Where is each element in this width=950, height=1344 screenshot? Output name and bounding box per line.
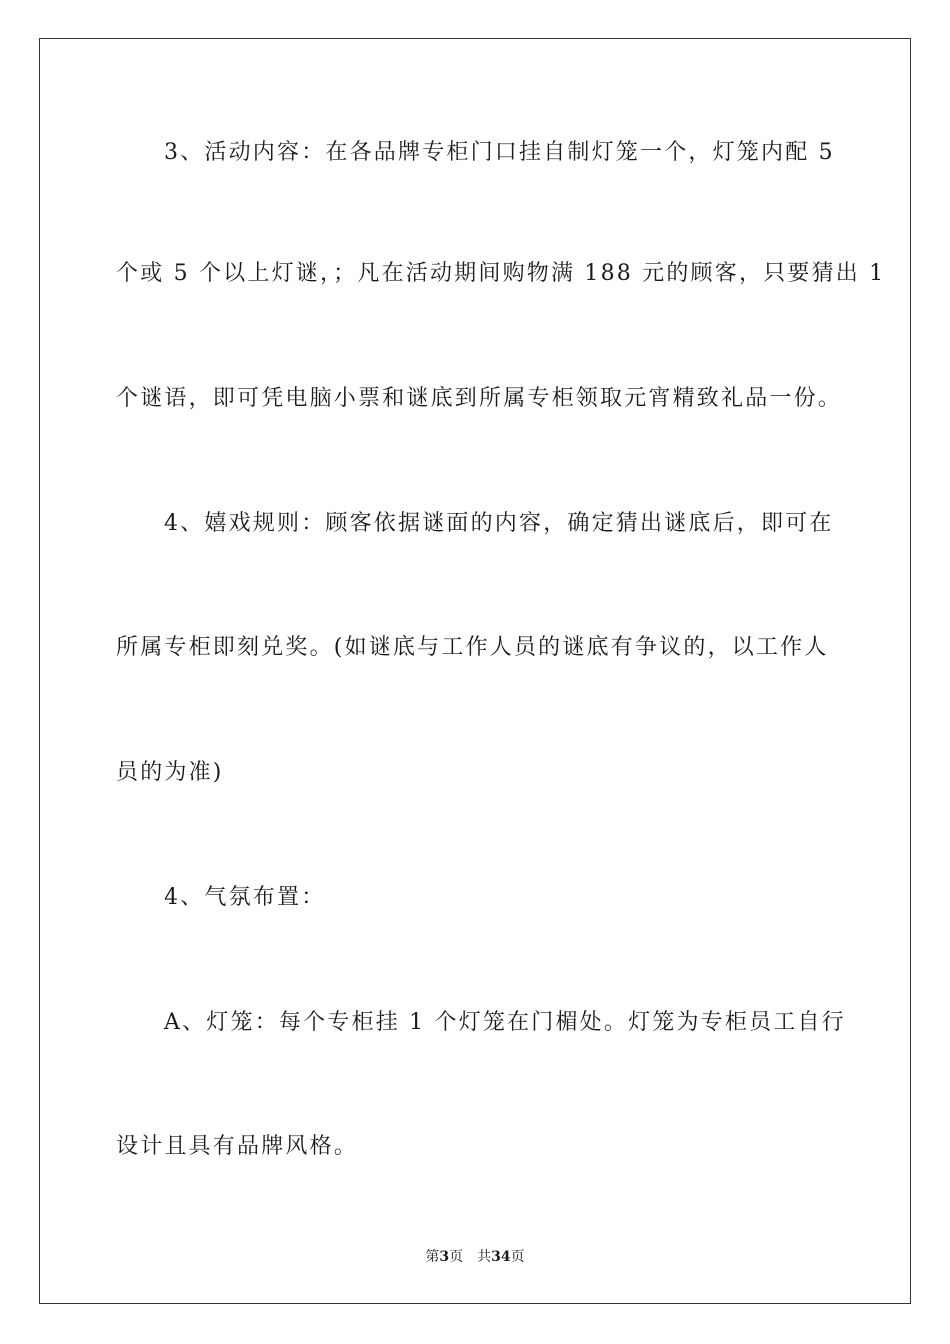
page-suffix: 页 bbox=[449, 1249, 464, 1265]
paragraph-line: 设计且具有品牌风格。 bbox=[116, 1134, 359, 1159]
page-border bbox=[39, 38, 911, 1304]
paragraph-line: 4、嬉戏规则：顾客依据谜面的内容，确定猜出谜底后，即可在 bbox=[164, 511, 834, 536]
paragraph-line: 4、气氛布置： bbox=[164, 885, 326, 910]
paragraph-line: 3、活动内容：在各品牌专柜门口挂自制灯笼一个，灯笼内配 5 bbox=[164, 140, 835, 165]
paragraph-line: 个或 5 个以上灯谜，；凡在活动期间购物满 188 元的顾客，只要猜出 1 bbox=[116, 261, 886, 286]
paragraph-line: 所属专柜即刻兑奖。(如谜底与工作人员的谜底有争议的，以工作人 bbox=[116, 635, 829, 660]
total-pages: 34 bbox=[491, 1249, 511, 1265]
page-prefix: 第 bbox=[425, 1249, 440, 1265]
total-suffix: 页 bbox=[510, 1249, 525, 1265]
paragraph-line: 个谜语，即可凭电脑小票和谜底到所属专柜领取元宵精致礼品一份。 bbox=[116, 386, 843, 411]
page-footer bbox=[0, 1248, 950, 1266]
total-prefix: 共 bbox=[477, 1249, 492, 1265]
page-number: 3 bbox=[439, 1249, 450, 1265]
paragraph-line: A、灯笼：每个专柜挂 1 个灯笼在门楣处。灯笼为专柜员工自行 bbox=[164, 1010, 846, 1035]
paragraph-line: 员的为准) bbox=[116, 760, 224, 785]
